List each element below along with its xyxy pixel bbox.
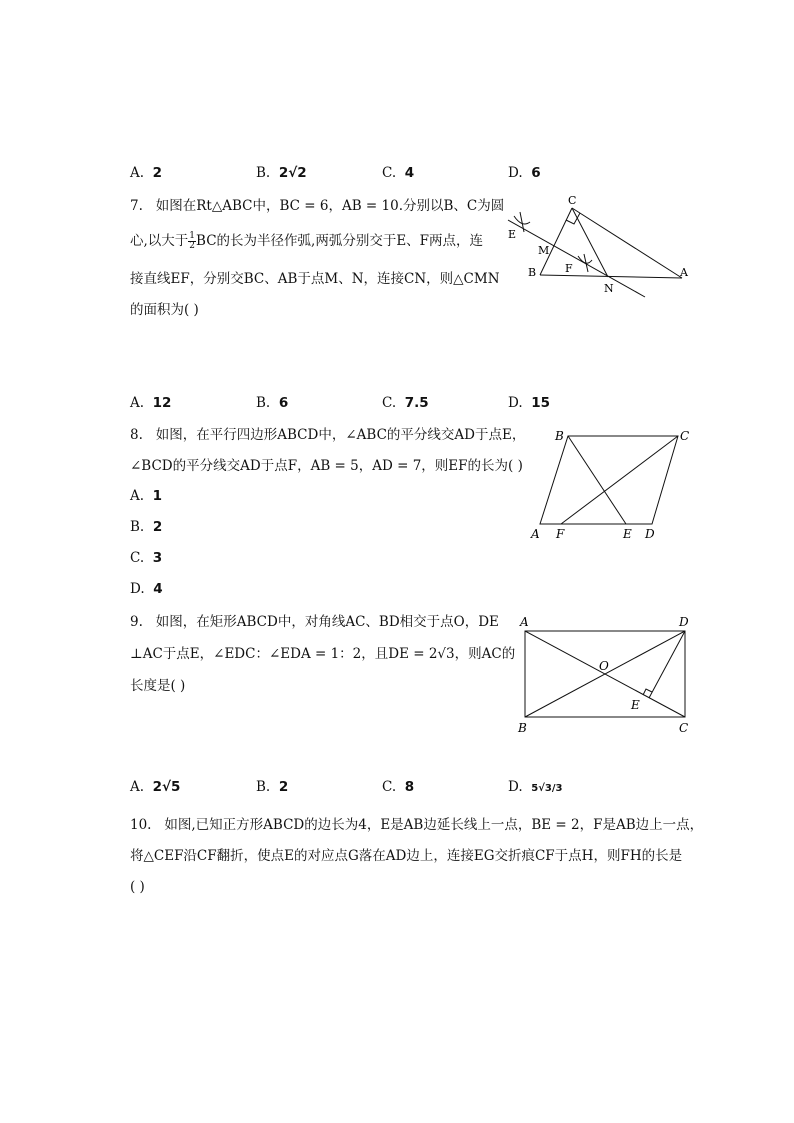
q9-option-d [508, 779, 562, 795]
q7-number: 7. [130, 198, 143, 214]
q9-line-2 [130, 645, 515, 663]
q8-option-a-value: 1 [152, 488, 163, 504]
q9-option-d-value: 5√3/3 [531, 783, 563, 794]
q7-figure [500, 190, 700, 310]
q7-option-b [256, 395, 288, 411]
q7-option-b-label: B. [256, 395, 271, 411]
q7-label-m: M [538, 244, 550, 257]
q8-bisector-cf [561, 436, 678, 524]
q10-text-1: 如图,已知正方形ABCD的边长为4，E是AB边延长线上一点，BE = 2，F是AB边上一点， [164, 817, 704, 833]
q8-figure [525, 425, 700, 543]
q8-option-c [130, 550, 162, 566]
q6-option-d [508, 165, 541, 181]
q9-option-d-label: D. [508, 779, 523, 795]
q10-text-2: 将△CEF沿CF翻折，使点E的对应点G落在AD边上，连接EG交折痕CF于点H，则FH的长是 [130, 848, 683, 864]
q7-text-1: 如图在Rt△ABC中，BC = 6，AB = 10.分别以B、C为圆 [155, 198, 505, 214]
q8-number: 8. [130, 427, 143, 443]
q9-option-b-label: B. [256, 779, 271, 795]
q7-text-2b: BC的长为半径作弧,两弧分别交于E、F两点，连 [196, 233, 484, 249]
q8-option-c-value: 3 [152, 550, 163, 566]
q8-option-b-label: B. [130, 519, 145, 535]
q7-fraction [188, 232, 196, 251]
q9-line-3 [130, 677, 185, 695]
q9-option-a [130, 779, 180, 795]
q10-line-1 [130, 816, 703, 834]
q8-line-2 [130, 457, 523, 475]
q6-option-a-value: 2 [152, 165, 163, 181]
q7-line-2 [130, 232, 483, 251]
q7-text-2a: 心,以大于 [130, 233, 189, 249]
q8-option-d-label: D. [130, 581, 145, 597]
q6-option-b [256, 165, 307, 181]
q7-option-d-label: D. [508, 395, 523, 411]
q7-option-d-value: 15 [531, 395, 551, 411]
q10-text-3: ( ) [130, 879, 145, 895]
q8-option-b [130, 519, 162, 535]
q8-parallelogram [540, 436, 678, 524]
q9-line-1 [130, 613, 499, 631]
q7-label-n: N [604, 282, 614, 295]
q6-option-a-label: A. [130, 165, 145, 181]
q7-option-a-label: A. [130, 395, 145, 411]
q9-text-3: 长度是( ) [130, 678, 186, 694]
q8-bisector-be [568, 436, 626, 524]
q6-option-c [382, 165, 414, 181]
q6-option-a [130, 165, 162, 181]
q9-figure [512, 612, 702, 742]
q9-option-c-label: C. [382, 779, 397, 795]
q7-label-f: F [565, 262, 573, 275]
q8-label-d: D [645, 527, 655, 541]
q9-number: 9. [130, 614, 143, 630]
q8-text-2: ∠BCD的平分线交AD于点F，AB = 5，AD = 7，则EF的长为( ) [130, 458, 523, 474]
q9-option-a-value: 2√5 [152, 779, 181, 795]
q8-label-e: E [623, 527, 632, 541]
q8-option-b-value: 2 [152, 519, 163, 535]
q10-number: 10. [130, 817, 152, 833]
q9-label-o: O [599, 659, 609, 673]
q7-line-4 [130, 301, 199, 319]
q8-label-a: A [531, 527, 540, 541]
q7-label-b: B [528, 266, 537, 279]
q7-arc-e-tick [520, 212, 524, 232]
q7-frac-num: 1 [189, 231, 196, 241]
q6-option-d-label: D. [508, 165, 523, 181]
q9-label-d: D [679, 615, 689, 629]
q8-option-d-value: 4 [153, 581, 163, 597]
q6-option-c-label: C. [382, 165, 397, 181]
q6-option-b-value: 2√2 [278, 165, 307, 181]
q7-option-d [508, 395, 550, 411]
q7-text-3: 接直线EF，分别交BC、AB于点M、N，连接CN，则△CMN [130, 271, 500, 287]
q7-label-c: C [568, 194, 577, 207]
q10-line-3 [130, 878, 145, 896]
q8-option-a [130, 488, 162, 504]
q7-option-c [382, 395, 429, 411]
q6-option-c-value: 4 [404, 165, 415, 181]
q9-option-a-label: A. [130, 779, 145, 795]
q6-option-b-label: B. [256, 165, 271, 181]
q7-line-3 [130, 270, 500, 288]
q7-label-a: A [680, 266, 688, 279]
q6-option-d-value: 6 [531, 165, 541, 181]
q7-option-a-value: 12 [152, 395, 172, 411]
q9-text-1: 如图，在矩形ABCD中，对角线AC、BD相交于点O，DE [155, 614, 499, 630]
q9-label-c: C [679, 721, 689, 735]
q7-option-b-value: 6 [278, 395, 289, 411]
q7-side-ca [572, 208, 682, 278]
q9-option-c [382, 779, 414, 795]
q7-line-1 [130, 197, 504, 215]
q8-option-a-label: A. [130, 488, 145, 504]
q8-label-c: C [680, 429, 690, 443]
q7-option-c-label: C. [382, 395, 397, 411]
q10-line-2 [130, 847, 682, 865]
q8-label-f: F [556, 527, 565, 541]
q8-label-b: B [555, 429, 564, 443]
q7-text-4: 的面积为( ) [130, 302, 199, 318]
q9-option-b-value: 2 [278, 779, 289, 795]
q7-frac-den: 2 [189, 241, 196, 251]
q7-option-c-value: 7.5 [404, 395, 429, 411]
q8-line-1 [130, 426, 525, 444]
q9-option-b [256, 779, 288, 795]
q9-label-a: A [520, 615, 529, 629]
q9-option-c-value: 8 [404, 779, 415, 795]
q8-option-c-label: C. [130, 550, 145, 566]
q7-line-ef [508, 220, 645, 297]
q9-text-2: ⊥AC于点E，∠EDC：∠EDA = 1：2，且DE = 2√3，则AC的 [130, 646, 516, 662]
q7-label-e: E [508, 228, 517, 241]
q9-label-e: E [631, 698, 640, 712]
q8-text-1: 如图，在平行四边形ABCD中，∠ABC的平分线交AD于点E， [155, 427, 526, 443]
q8-option-d [130, 581, 163, 597]
q7-option-a [130, 395, 171, 411]
q9-label-b: B [518, 721, 527, 735]
